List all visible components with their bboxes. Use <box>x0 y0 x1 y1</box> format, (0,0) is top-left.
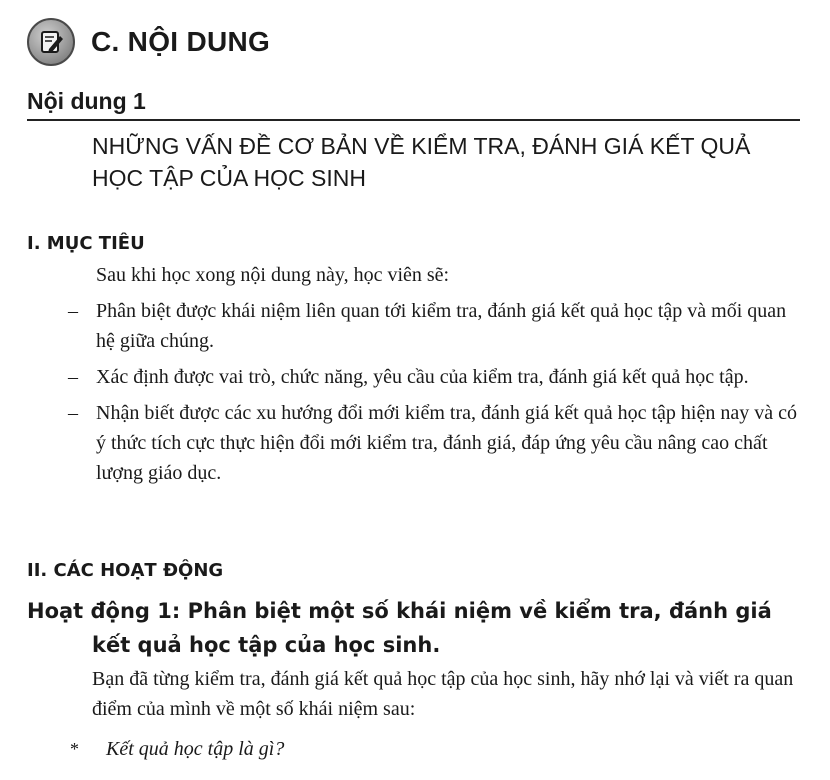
objectives-intro: Sau khi học xong nội dung này, học viên sẽ: <box>96 264 450 286</box>
question-text: Kết quả học tập là gì? <box>106 738 285 760</box>
dash-bullet: – <box>68 402 78 424</box>
objectives-heading: I. MỤC TIÊU <box>27 233 145 254</box>
section-title: C. NỘI DUNG <box>91 26 271 57</box>
list-item-text: Nhận biết được các xu hướng đổi mới kiểm tra, đánh giá kết quả học tập hiện nay và có ý thức tích cực thực hiện đổi mới kiểm tra, đánh giá, đáp ứng yêu cầu nâng cao chất lượng giáo dục. <box>96 402 797 484</box>
dash-bullet: – <box>68 366 78 388</box>
dash-bullet: – <box>68 300 78 322</box>
list-item-text: Xác định được vai trò, chức năng, yêu cầu của kiểm tra, đánh giá kết quả học tập. <box>96 366 749 388</box>
list-item <box>60 398 805 488</box>
activities-heading: II. CÁC HOẠT ĐỘNG <box>27 560 224 581</box>
activity-title <box>27 594 817 662</box>
divider <box>27 119 800 121</box>
content-label: Nội dung 1 <box>27 88 146 114</box>
activity-title-line: kết quả học tập của học sinh. <box>92 633 441 657</box>
question-item <box>60 734 284 764</box>
star-marker: * <box>70 739 79 759</box>
notepad-pencil-icon <box>27 18 75 66</box>
topic-title-line: HỌC TẬP CỦA HỌC SINH <box>92 165 366 191</box>
list-item <box>60 296 805 356</box>
list-item <box>60 362 805 392</box>
topic-title <box>92 130 812 194</box>
section-header <box>27 12 270 72</box>
topic-title-line: NHỮNG VẤN ĐỀ CƠ BẢN VỀ KIỂM TRA, ĐÁNH GIÁ KẾT QUẢ <box>92 133 751 159</box>
objectives-list <box>60 296 805 494</box>
activity-paragraph: Bạn đã từng kiểm tra, đánh giá kết quả học tập của học sinh, hãy nhớ lại và viết ra quan điểm của mình về một số khái niệm sau: <box>92 668 794 720</box>
list-item-text: Phân biệt được khái niệm liên quan tới kiểm tra, đánh giá kết quả học tập và mối quan hệ giữa chúng. <box>96 300 787 352</box>
activity-title-line: Hoạt động 1: Phân biệt một số khái niệm về kiểm tra, đánh giá <box>27 599 772 623</box>
